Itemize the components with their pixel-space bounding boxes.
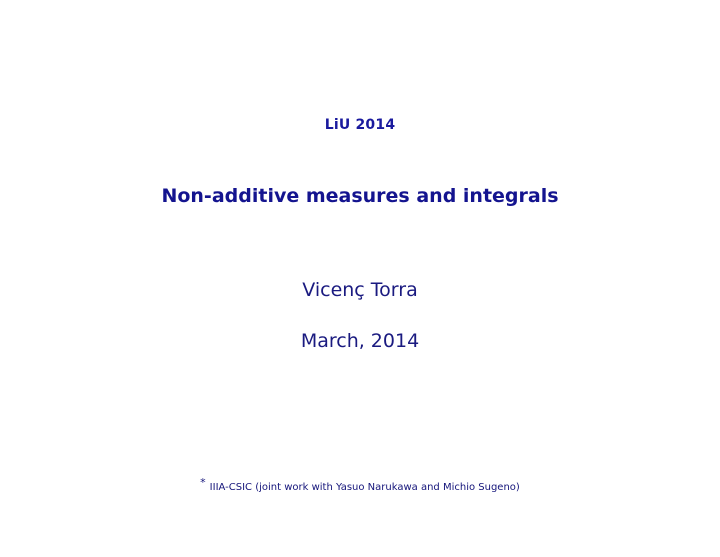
event-label: LiU 2014: [324, 117, 396, 133]
presentation-date: March, 2014: [300, 330, 420, 352]
presentation-title: Non-additive measures and integrals: [161, 185, 559, 207]
footnote-text: IIIA-CSIC (joint work with Yasuo Narukawa and Michio Sugeno): [209, 482, 520, 493]
author-name: Vicenç Torra: [302, 279, 418, 301]
footnote-mark: *: [200, 476, 206, 489]
affiliation-footnote: [0, 476, 720, 493]
